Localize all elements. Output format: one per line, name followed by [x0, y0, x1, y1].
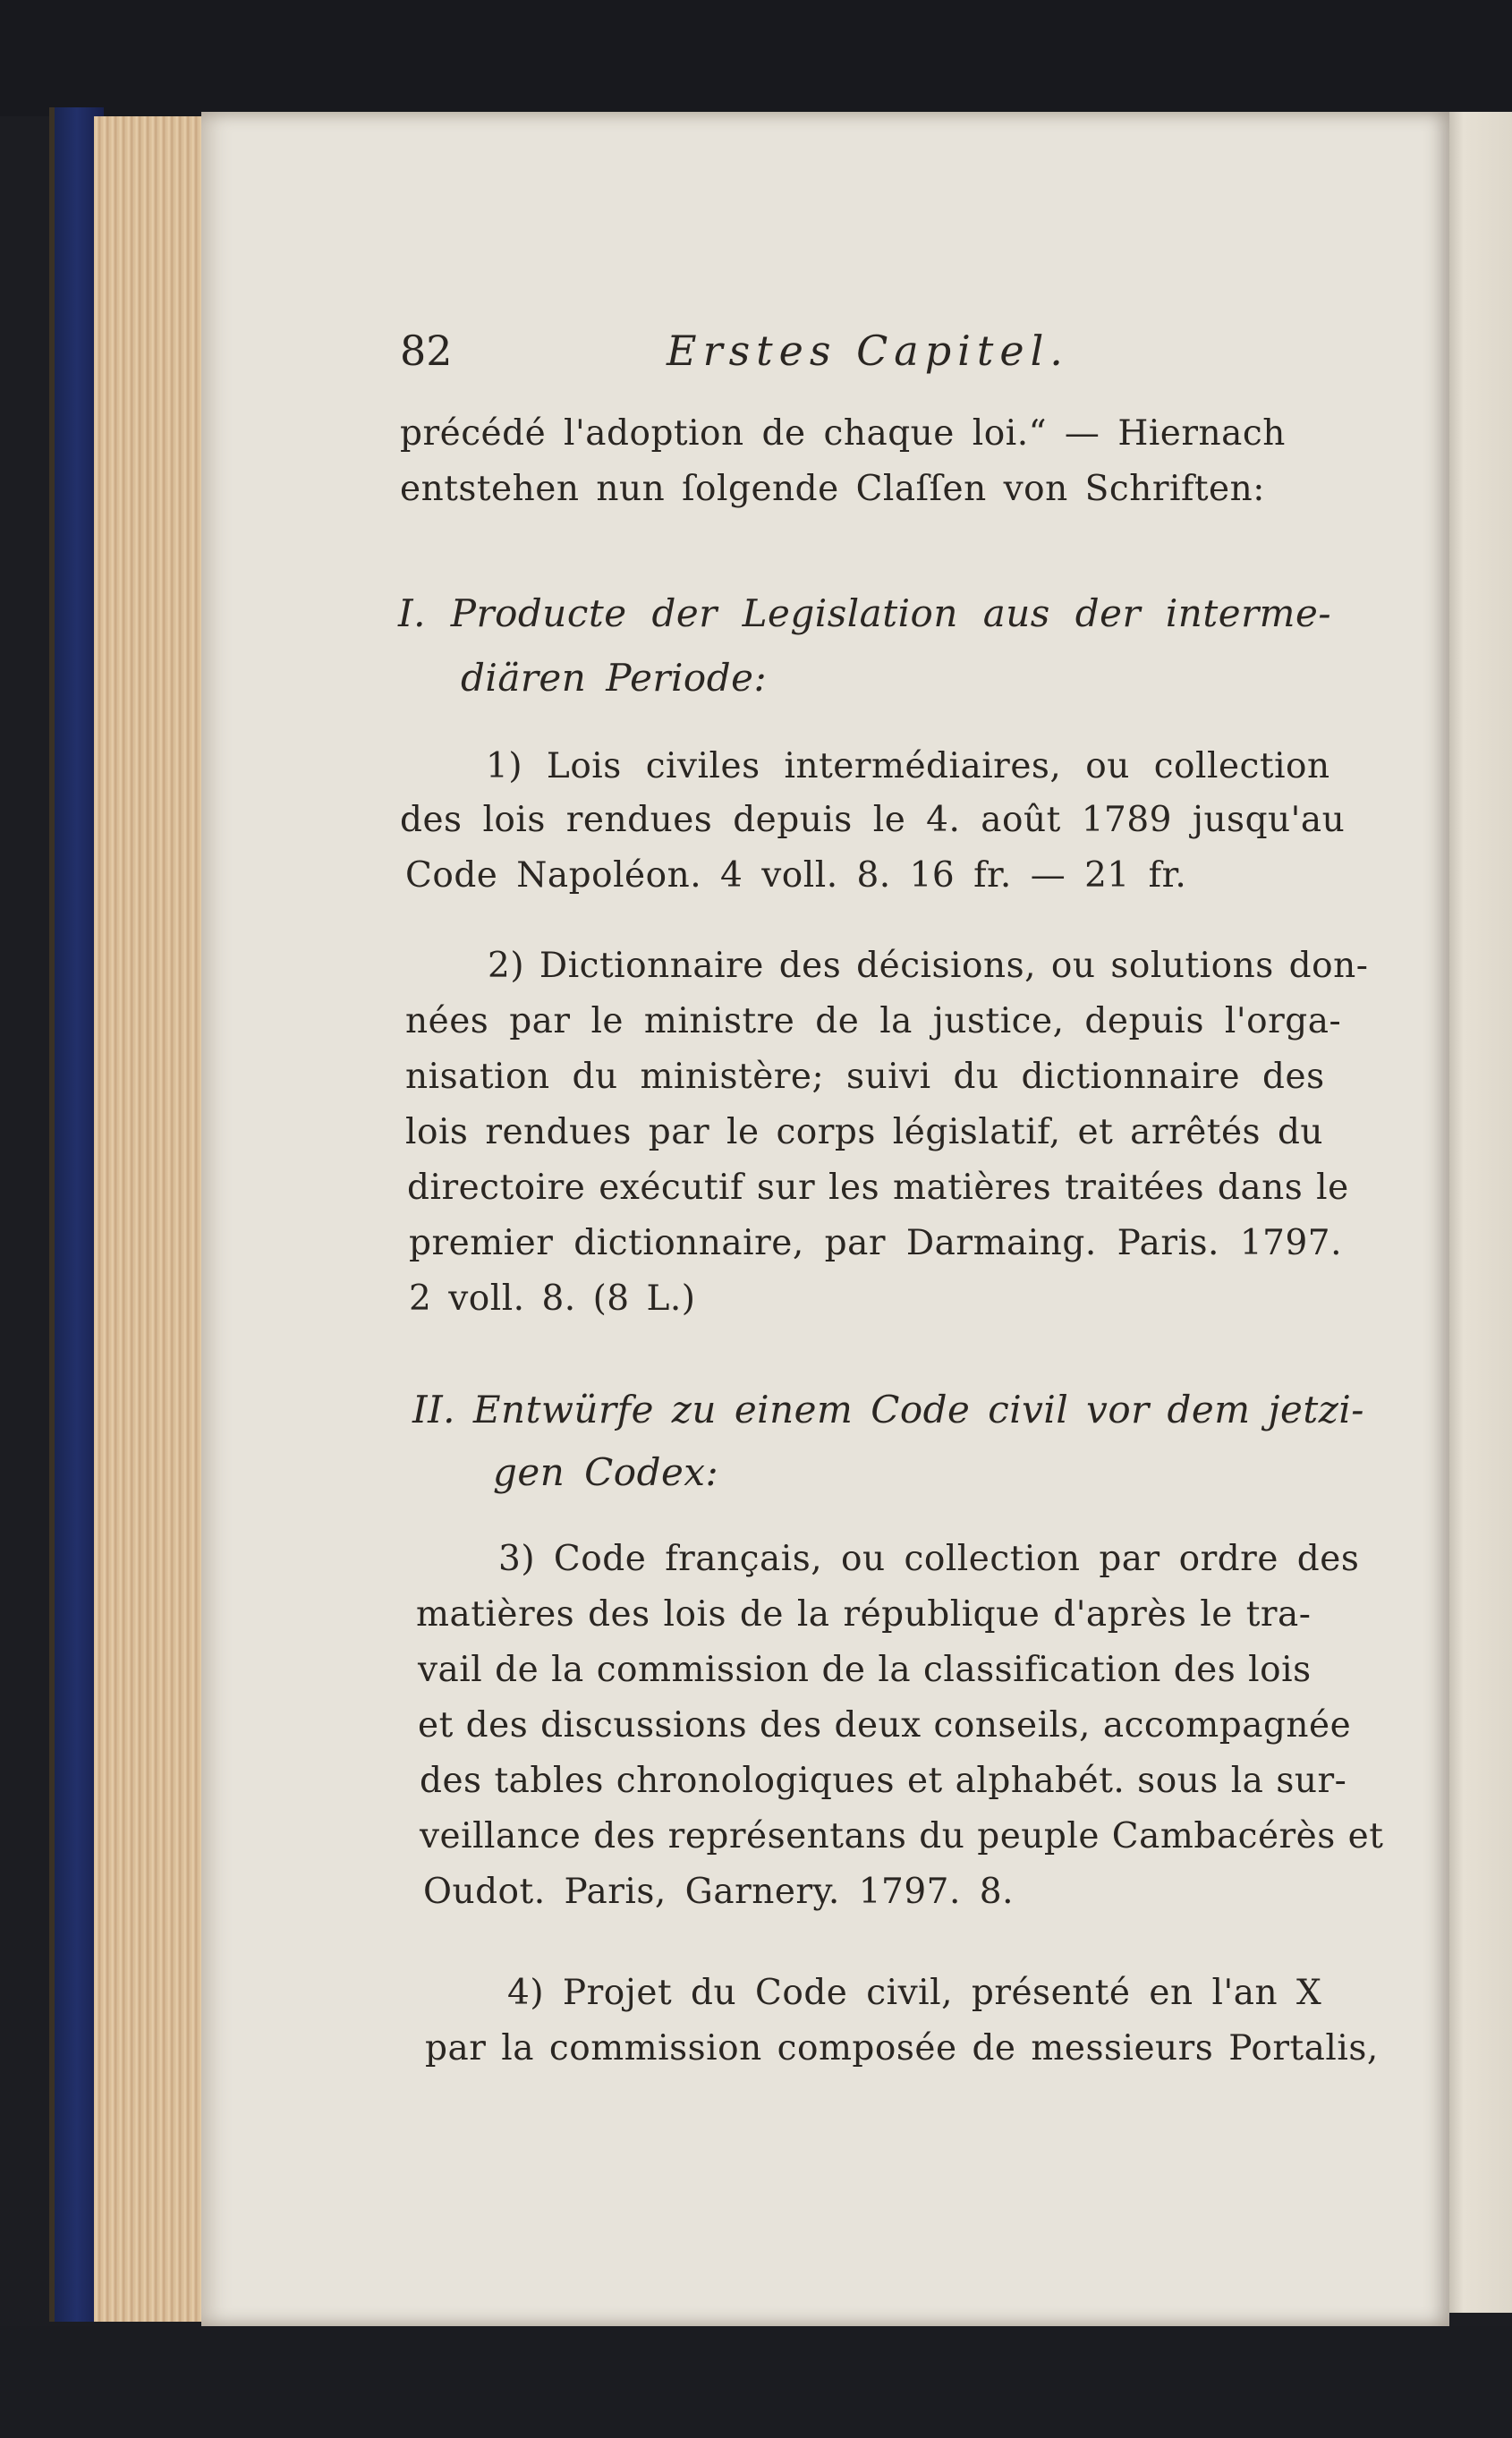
text-line: 3) Code français, ou collection par ordre des [498, 1539, 1360, 1579]
text-line: Code Napoléon. 4 voll. 8. 16 fr. — 21 fr. [405, 855, 1187, 896]
text-line: 2 voll. 8. (8 L.) [409, 1278, 696, 1319]
text-line: par la commission composée de messieurs Portalis, [425, 2028, 1379, 2068]
text-line: premier dictionnaire, par Darmaing. Paris. 1797. [409, 1223, 1342, 1263]
text-line: directoire exécutif sur les matières traitées dans le [407, 1168, 1349, 1208]
book-page [201, 112, 1449, 2326]
facing-page-edge [1442, 112, 1512, 2313]
section-heading: I. Producte der Legislation aus der interme- [398, 591, 1332, 635]
page-header [400, 327, 1384, 389]
section-heading: II. Entwürfe zu einem Code civil vor dem jetzi- [412, 1388, 1364, 1431]
text-line: nisation du ministère; suivi du dictionnaire des [405, 1057, 1325, 1097]
text-line: veillance des représentans du peuple Cambacérès et [420, 1816, 1384, 1856]
page-number: 82 [400, 327, 453, 375]
text-line: nées par le ministre de la justice, depuis l'orga- [405, 1001, 1342, 1041]
text-line: et des discussions des deux conseils, accompagnée [418, 1705, 1352, 1746]
scan-background [0, 0, 1512, 116]
text-line: matières des lois de la république d'après le tra- [416, 1594, 1312, 1635]
text-line: vail de la commission de la classification des lois [418, 1650, 1312, 1690]
text-line: des lois rendues depuis le 4. août 1789 jusqu'au [400, 800, 1346, 840]
text-line: 2) Dictionnaire des décisions, ou solutions don- [488, 946, 1369, 986]
text-line: 1) Lois civiles intermédiaires, ou collection [486, 746, 1330, 786]
scan-background [0, 2326, 1512, 2438]
section-heading: diären Periode: [461, 656, 768, 700]
text-line: lois rendues par le corps législatif, et arrêtés du [405, 1112, 1324, 1152]
section-heading: gen Codex: [493, 1450, 719, 1494]
text-line: des tables chronologiques et alphabét. sous la sur- [420, 1761, 1347, 1801]
text-line: précédé l'adoption de chaque loi.“ — Hiernach [400, 413, 1286, 454]
text-line: 4) Projet du Code civil, présenté en l'an X [507, 1973, 1322, 2013]
text-line: entstehen nun ſolgende Claſſen von Schriften: [400, 469, 1265, 509]
running-head: Erstes Capitel. [667, 327, 1069, 375]
text-line: Oudot. Paris, Garnery. 1797. 8. [423, 1872, 1014, 1912]
